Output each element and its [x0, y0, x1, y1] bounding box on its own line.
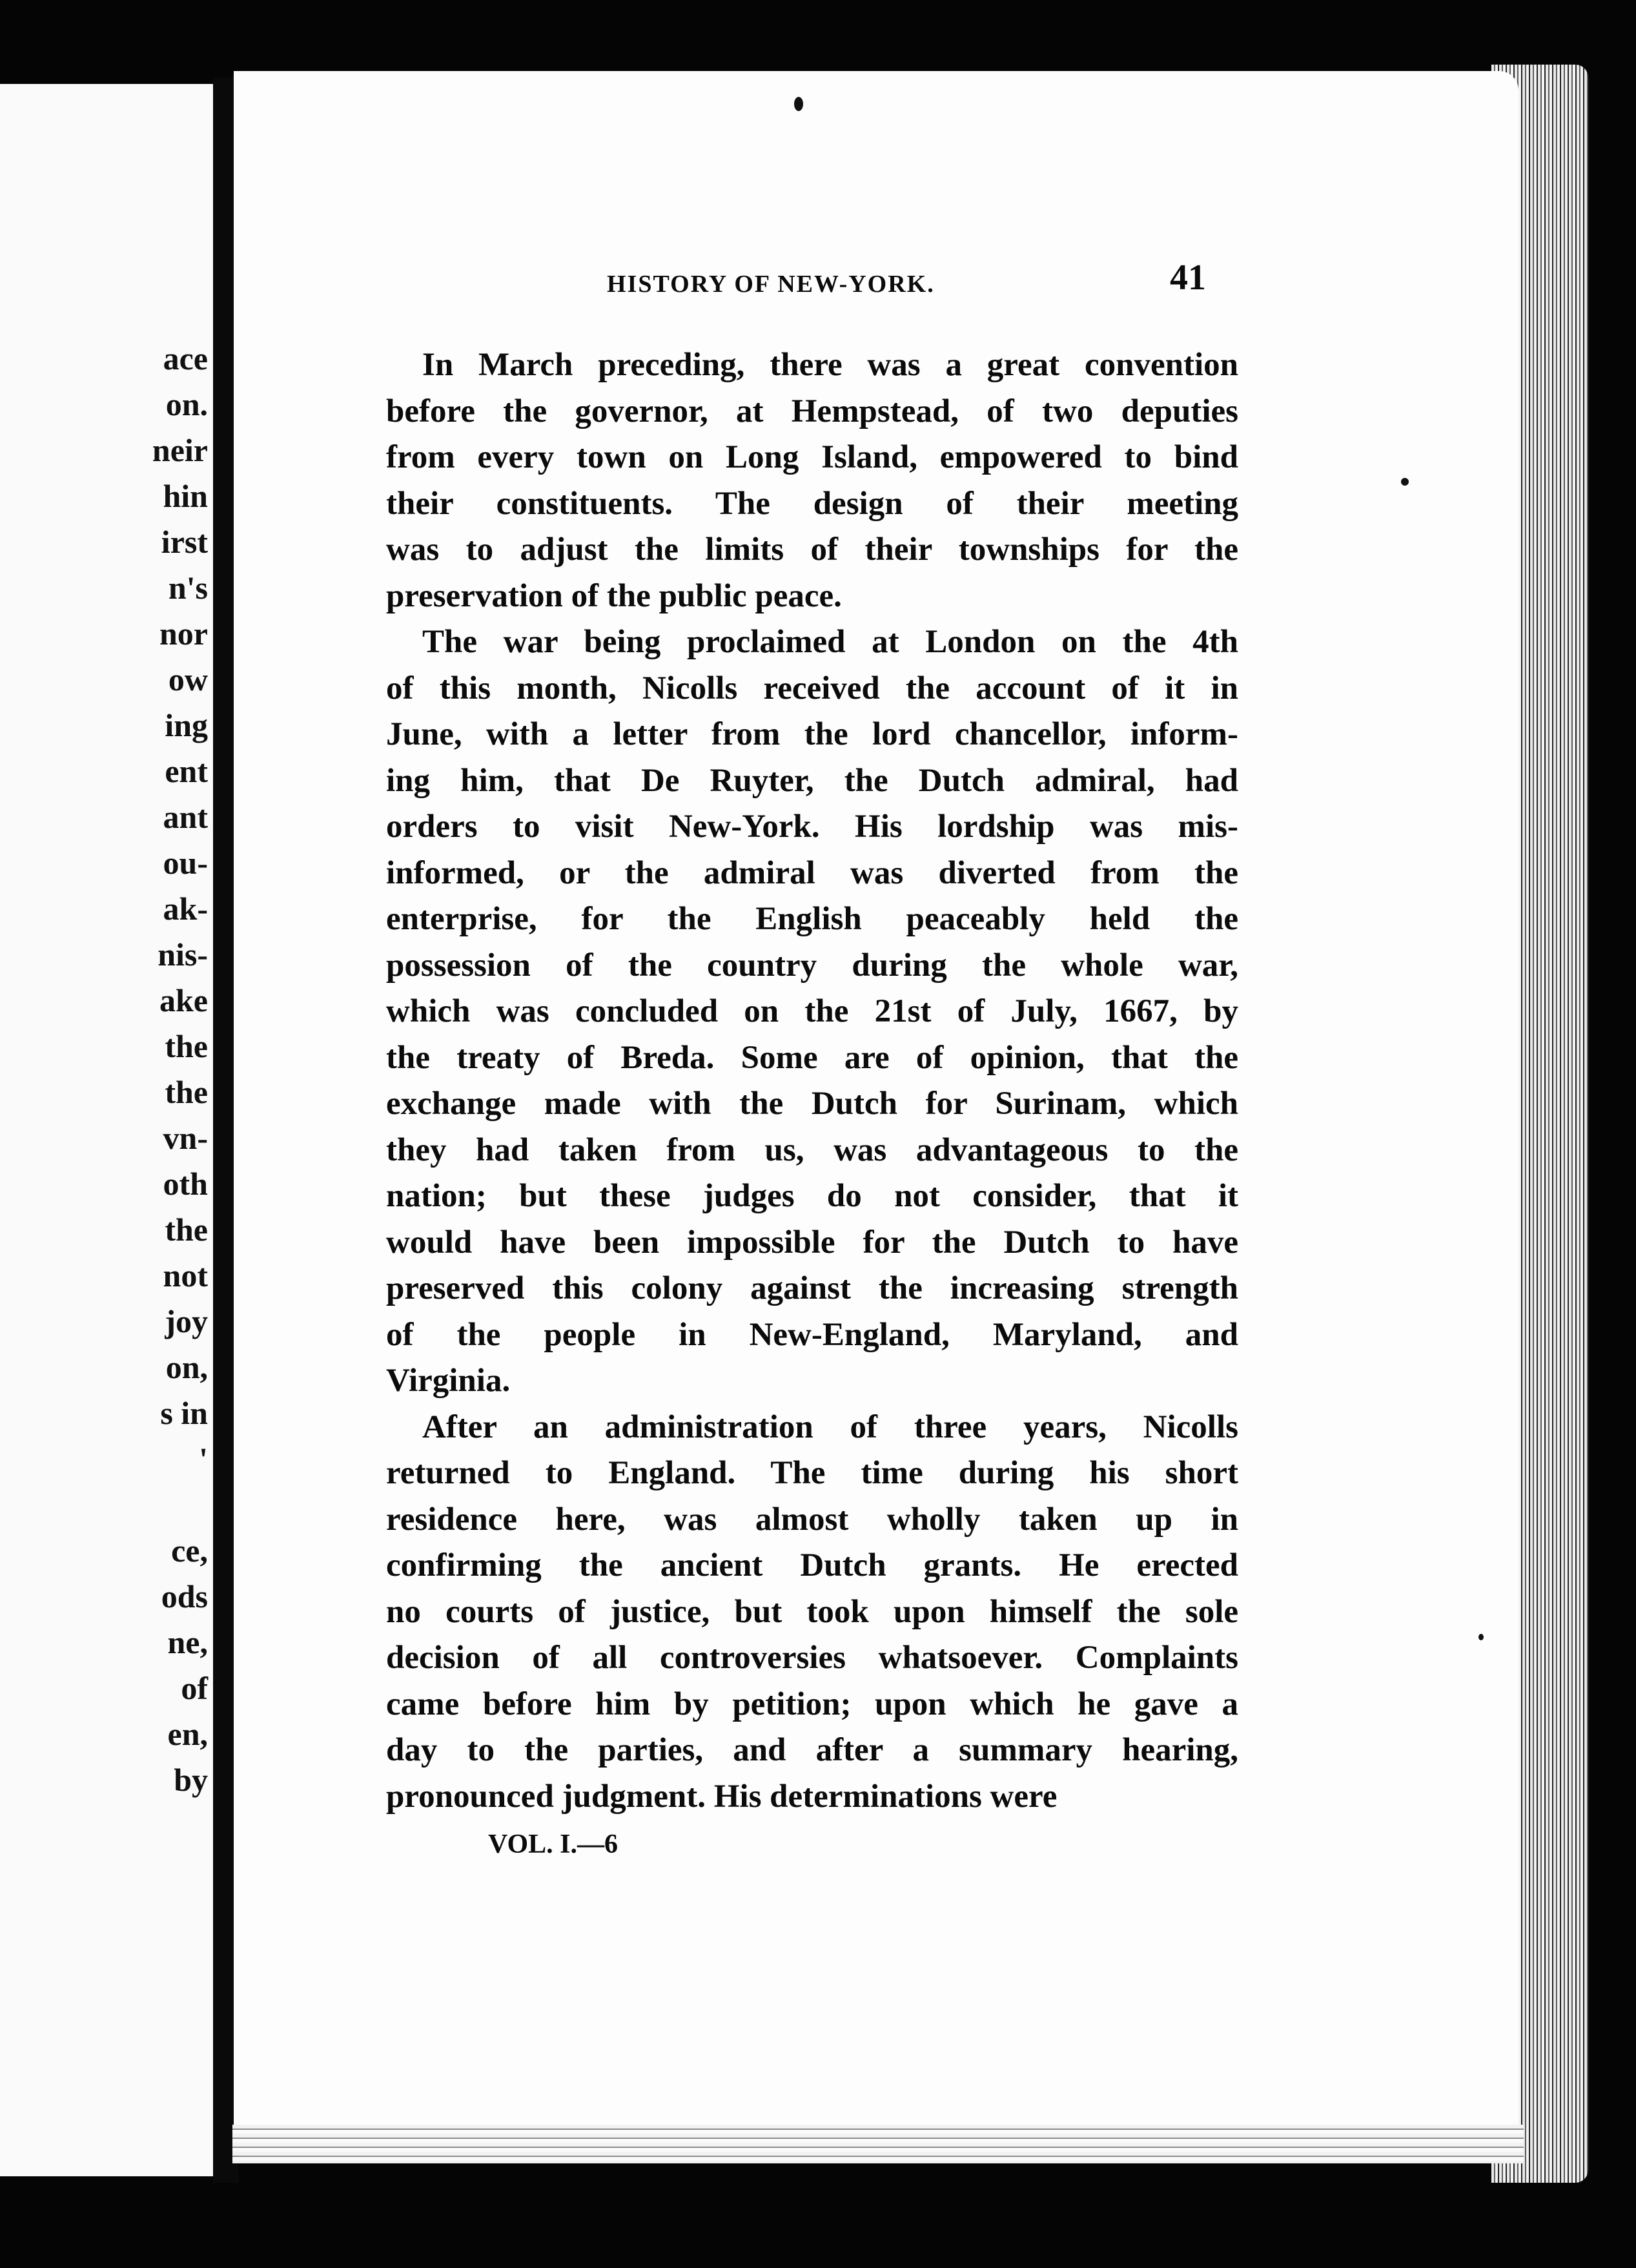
- paragraph: [386, 619, 1238, 1405]
- facing-page-line: nor: [159, 615, 208, 652]
- facing-page-line: ant: [163, 799, 208, 835]
- facing-page-line: of: [181, 1670, 208, 1706]
- facing-page-line: ou-: [163, 845, 208, 881]
- scan-speck: [1401, 478, 1409, 486]
- scan-speck: [794, 97, 803, 111]
- text-line: of the people in New-England, Maryland, and: [386, 1316, 1238, 1353]
- paragraph: [386, 1405, 1238, 1820]
- text-line: of this month, Nicolls received the account of it in: [386, 670, 1238, 706]
- facing-page-line: vn-: [163, 1120, 208, 1156]
- facing-page-line: ow: [168, 661, 208, 697]
- text-line: preserved this colony against the increasing strength: [386, 1270, 1238, 1306]
- facing-page-line: oth: [163, 1166, 208, 1202]
- facing-page-line: hin: [163, 478, 208, 514]
- facing-page-line: neir: [152, 432, 208, 468]
- facing-page-text: [14, 336, 208, 1803]
- facing-page-line: ce,: [171, 1532, 208, 1569]
- facing-page-line: on,: [165, 1349, 208, 1385]
- signature-mark: VOL. I.—6: [488, 1830, 619, 1859]
- text-line: from every town on Long Island, empowered to bind: [386, 439, 1238, 475]
- text-line: ing him, that De Ruyter, the Dutch admiral, had: [386, 762, 1238, 799]
- facing-page-line: joy: [165, 1303, 208, 1339]
- text-line: possession of the country during the whole war,: [386, 947, 1238, 984]
- text-line: In March preceding, there was a great convention: [422, 347, 1238, 383]
- facing-page-line: ': [199, 1441, 208, 1477]
- text-line: returned to England. The time during his short: [386, 1455, 1238, 1491]
- text-line: decision of all controversies whatsoever. Complaints: [386, 1640, 1238, 1676]
- text-line: enterprise, for the English peaceably held the: [386, 901, 1238, 937]
- text-line: pronounced judgment. His determinations were: [386, 1778, 1058, 1815]
- paragraph: [386, 342, 1238, 619]
- facing-page-line: not: [163, 1257, 208, 1294]
- text-line: preservation of the public peace.: [386, 577, 842, 614]
- facing-page-line: by: [174, 1762, 208, 1798]
- text-line: they had taken from us, was advantageous to the: [386, 1131, 1238, 1168]
- facing-page-line: [14, 1482, 208, 1528]
- text-line: exchange made with the Dutch for Surinam, which: [386, 1086, 1238, 1122]
- facing-page-line: ak-: [163, 891, 208, 927]
- facing-page-line: n's: [168, 570, 208, 606]
- text-line: no courts of justice, but took upon himself the sole: [386, 1593, 1238, 1630]
- text-line: Virginia.: [386, 1363, 511, 1399]
- text-line: before the governor, at Hempstead, of two deputies: [386, 393, 1238, 429]
- facing-page-line: ods: [161, 1578, 208, 1614]
- text-line: came before him by petition; upon which he gave a: [386, 1686, 1238, 1722]
- facing-page-line: ing: [165, 707, 208, 743]
- text-line: The war being proclaimed at London on the 4th: [422, 624, 1238, 660]
- text-line: their constituents. The design of their meeting: [386, 485, 1238, 522]
- text-line: would have been impossible for the Dutch to have: [386, 1224, 1238, 1261]
- facing-page-line: ent: [165, 753, 208, 789]
- facing-page-line: ake: [159, 982, 208, 1018]
- text-line: day to the parties, and after a summary hearing,: [386, 1732, 1238, 1768]
- text-line: nation; but these judges do not consider, that it: [386, 1178, 1238, 1214]
- body-text: [386, 342, 1238, 1820]
- facing-page-line: on.: [165, 386, 208, 422]
- text-line: the treaty of Breda. Some are of opinion, that the: [386, 1039, 1238, 1076]
- facing-page-line: nis-: [158, 936, 208, 973]
- text-line: confirming the ancient Dutch grants. He erected: [386, 1547, 1238, 1583]
- facing-page-line: the: [165, 1028, 208, 1064]
- text-line: was to adjust the limits of their townships for the: [386, 531, 1238, 568]
- scan-speck: [1478, 1634, 1484, 1640]
- facing-page-line: ace: [163, 340, 208, 376]
- facing-page-line: en,: [167, 1716, 208, 1752]
- running-head: HISTORY OF NEW-YORK.: [607, 271, 935, 298]
- text-line: which was concluded on the 21st of July, 1667, by: [386, 993, 1238, 1029]
- facing-page-left: [0, 84, 213, 2176]
- facing-page-line: the: [165, 1211, 208, 1248]
- text-line: After an administration of three years, Nicolls: [422, 1408, 1238, 1445]
- page-number: 41: [1170, 258, 1206, 298]
- facing-page-line: s in: [160, 1395, 208, 1431]
- page-bottom-edges: [232, 2125, 1524, 2163]
- facing-page-line: the: [165, 1074, 208, 1110]
- text-line: informed, or the admiral was diverted from the: [386, 854, 1238, 891]
- text-line: residence here, was almost wholly taken up in: [386, 1501, 1238, 1538]
- text-line: orders to visit New-York. His lordship was mis-: [386, 809, 1238, 845]
- facing-page-line: ne,: [167, 1624, 208, 1660]
- text-line: June, with a letter from the lord chancellor, inform-: [386, 716, 1238, 752]
- facing-page-line: irst: [161, 524, 208, 560]
